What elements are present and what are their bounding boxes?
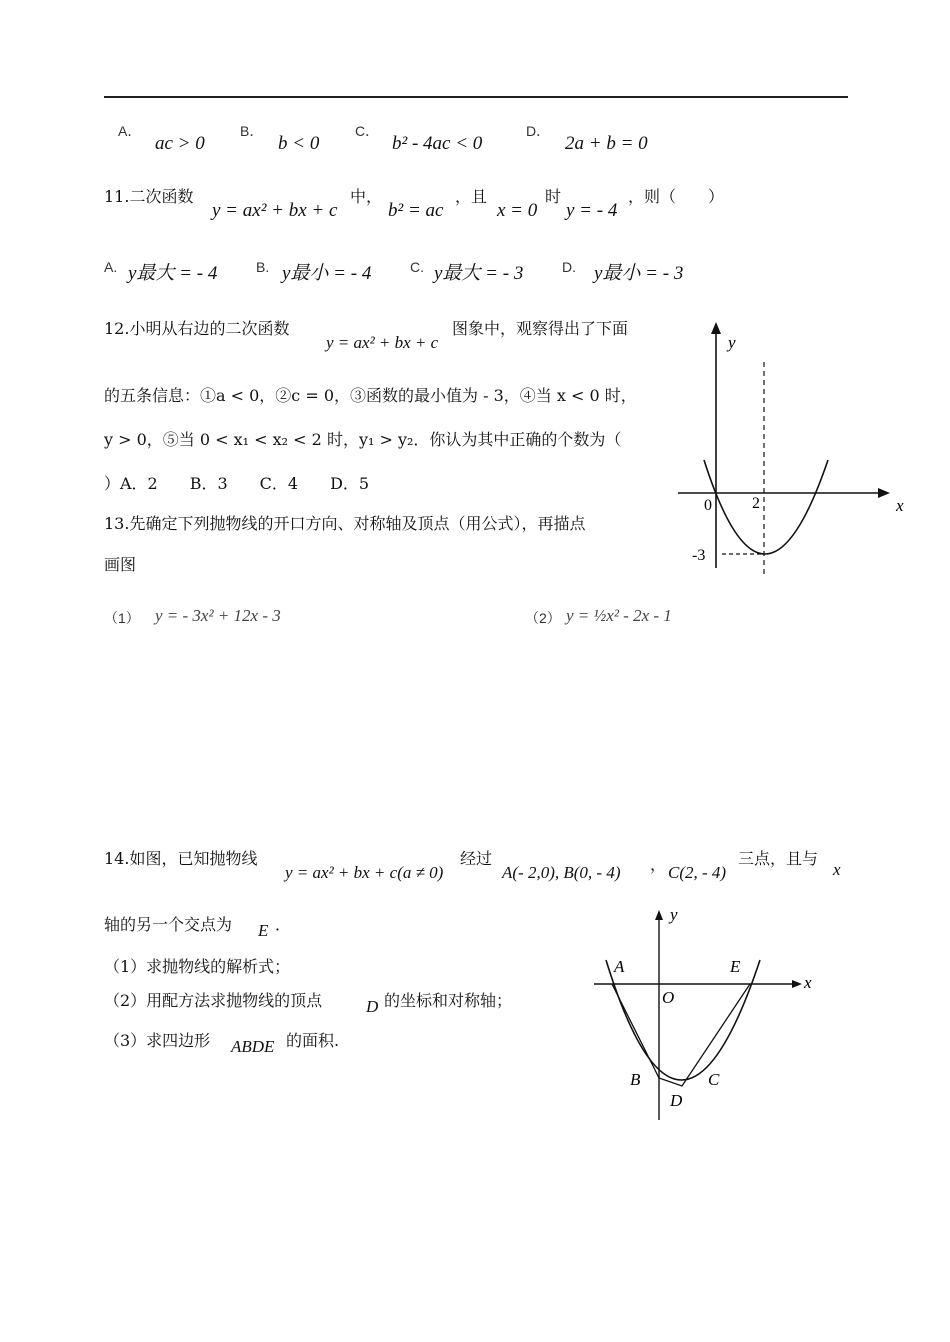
q13-line2: 画图 xyxy=(104,555,137,574)
q10-option-b-label: B． xyxy=(240,123,264,139)
q14-point-c: C(2, - 4) xyxy=(668,863,727,882)
q12-line3: y > 0，⑤当 0 < x₁ < x₂ < 2 时，y₁ > y₂．你认为其中正确的个数为（ xyxy=(104,430,622,449)
q10-option-c-expr: b² - 4ac < 0 xyxy=(392,133,483,154)
q14-mid1: 经过 xyxy=(460,849,493,868)
q11-option-a-expr: y最大 = - 4 xyxy=(128,263,218,284)
q12-line1-suffix: 图象中，观察得出了下面 xyxy=(452,319,629,338)
q11-cond1: b² = ac xyxy=(388,200,444,221)
q14-points-ab: A(- 2,0), B(0, - 4) xyxy=(502,863,621,882)
q12-parabola xyxy=(704,460,828,554)
q13-part2-expr: y = ½x² - 2x - 1 xyxy=(566,606,672,625)
q12-line1-prefix: 12.小明从右边的二次函数 xyxy=(104,319,290,338)
q13-line1: 13.先确定下列抛物线的开口方向、对称轴及顶点（用公式），再描点 xyxy=(104,514,586,533)
q14-parabola xyxy=(606,960,760,1080)
q13-part1-expr: y = - 3x² + 12x - 3 xyxy=(155,606,281,625)
q11-option-a-label: A. xyxy=(104,259,118,275)
q11-option-d-expr: y最小 = - 3 xyxy=(594,263,684,284)
q12-line4: ）A．2 B．3 C．4 D．5 xyxy=(104,474,370,493)
q12-x-arrow-icon xyxy=(878,488,890,498)
q14-x-arrow-icon xyxy=(792,980,802,988)
q12-function: y = ax² + bx + c xyxy=(326,333,439,352)
q14-line2-suffix: ． xyxy=(275,915,292,934)
q14-stem-prefix: 14.如图，已知抛物线 xyxy=(104,849,258,868)
q14-d-var: D xyxy=(366,997,379,1016)
q14-y-label: y xyxy=(670,905,678,924)
q14-comma: ， xyxy=(650,855,667,874)
q14-part2-prefix: （2）用配方法求抛物线的顶点 xyxy=(104,991,323,1010)
q14-x-label: x xyxy=(804,973,812,992)
q11-cond3: y = - 4 xyxy=(566,200,618,221)
q10-option-a-label: A． xyxy=(118,123,142,139)
q11-mid2: ，且 xyxy=(455,187,488,206)
q14-part3-suffix: 的面积. xyxy=(286,1031,340,1050)
q14-x-var: x xyxy=(833,860,841,879)
q14-line2-prefix: 轴的另一个交点为 xyxy=(104,915,233,934)
q10-option-d-label: D． xyxy=(526,123,551,139)
q11-option-b-label: B. xyxy=(256,259,270,275)
q13-part1-label: （1） xyxy=(104,610,140,626)
q12-x-label: x xyxy=(896,496,904,515)
q12-line2: 的五条信息：①a < 0，②c = 0，③函数的最小值为 - 3，④当 x < 0 时， xyxy=(104,386,637,405)
q14-point-e-label: E xyxy=(730,957,741,976)
q14-point-d-label: D xyxy=(670,1091,683,1110)
q11-option-c-expr: y最大 = - 3 xyxy=(434,263,524,284)
q14-point-b-label: B xyxy=(630,1070,641,1089)
q14-tail: 三点，且与 xyxy=(738,849,819,868)
q10-option-b-expr: b < 0 xyxy=(278,133,320,154)
q10-option-d-expr: 2a + b = 0 xyxy=(565,133,648,154)
q11-option-c-label: C. xyxy=(410,259,424,275)
q14-part2-suffix: 的坐标和对称轴； xyxy=(384,991,513,1010)
q14-origin-label: O xyxy=(662,988,675,1007)
top-rule xyxy=(104,96,848,98)
q11-stem-prefix: 11.二次函数 xyxy=(104,187,194,206)
q14-abde: ABDE xyxy=(231,1037,275,1056)
q14-part1: （1）求抛物线的解析式； xyxy=(104,957,291,976)
q12-tick-2: 2 xyxy=(752,495,760,512)
q11-cond2: x = 0 xyxy=(497,200,538,221)
q11-tail: ，则（ ） xyxy=(628,187,725,206)
q10-option-c-label: C． xyxy=(355,123,380,139)
q12-y-label: y xyxy=(728,333,736,352)
q13-part2-label: （2） xyxy=(525,610,561,626)
q11-mid1: 中， xyxy=(350,187,383,206)
q14-graph xyxy=(590,900,830,1125)
q12-graph xyxy=(670,318,910,583)
q12-tick-neg3: -3 xyxy=(692,547,706,564)
q14-function: y = ax² + bx + c(a ≠ 0) xyxy=(285,863,444,882)
q14-e-var: E xyxy=(258,921,269,940)
q10-option-a-expr: ac > 0 xyxy=(155,133,205,154)
q14-point-c-label: C xyxy=(708,1070,720,1089)
q12-origin-label: 0 xyxy=(704,497,712,514)
q11-function: y = ax² + bx + c xyxy=(212,200,338,221)
q12-y-arrow-icon xyxy=(711,322,721,334)
q11-option-b-expr: y最小 = - 4 xyxy=(282,263,372,284)
q14-y-arrow-icon xyxy=(655,910,663,920)
q14-point-a-label: A xyxy=(614,957,625,976)
q11-mid3: 时 xyxy=(545,187,562,206)
q14-part3-prefix: （3）求四边形 xyxy=(104,1031,211,1050)
q11-option-d-label: D. xyxy=(562,259,576,275)
